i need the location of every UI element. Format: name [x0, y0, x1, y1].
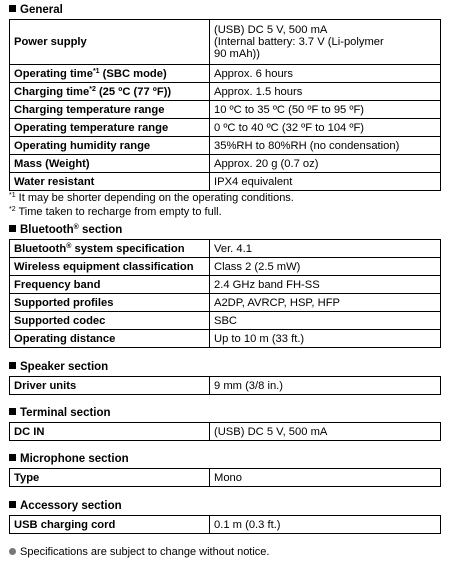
microphone-table: [9, 468, 441, 487]
spec-value: Mono: [210, 469, 441, 487]
accessory-heading: Accessory section: [9, 499, 122, 513]
section-square-icon: [9, 225, 16, 232]
spec-key: Charging temperature range: [10, 101, 210, 119]
spec-value: 2.4 GHz band FH-SS: [210, 276, 441, 294]
table-row: [10, 312, 441, 330]
section-square-icon: [9, 5, 16, 12]
section-square-icon: [9, 408, 16, 415]
spec-key: Type: [10, 469, 210, 487]
spec-key: Mass (Weight): [10, 155, 210, 173]
table-row: [10, 83, 441, 101]
spec-key: Power supply: [10, 20, 210, 65]
table-row: [10, 258, 441, 276]
table-row: [10, 155, 441, 173]
spec-key: Driver units: [10, 377, 210, 395]
table-row: [10, 173, 441, 191]
spec-value: Ver. 4.1: [210, 240, 441, 258]
spec-key: Supported codec: [10, 312, 210, 330]
section-square-icon: [9, 362, 16, 369]
spec-value: Approx. 1.5 hours: [210, 83, 441, 101]
spec-value: Approx. 6 hours: [210, 65, 441, 83]
spec-value: (USB) DC 5 V, 500 mA (Internal battery: 3.7 V (Li-polymer 90 mAh)): [210, 20, 441, 65]
general-table: [9, 19, 441, 191]
spec-key: Water resistant: [10, 173, 210, 191]
spec-value: A2DP, AVRCP, HSP, HFP: [210, 294, 441, 312]
table-row: [10, 119, 441, 137]
spec-value: 0 ºC to 40 ºC (32 ºF to 104 ºF): [210, 119, 441, 137]
table-row: [10, 294, 441, 312]
spec-key: Bluetooth® system specification: [10, 240, 210, 258]
section-square-icon: [9, 501, 16, 508]
table-row: [10, 330, 441, 348]
table-row: [10, 276, 441, 294]
footnote-1: $^{*1}$ It may be shorter depending on the operating conditions.: [9, 192, 294, 204]
spec-value: SBC: [210, 312, 441, 330]
microphone-heading: Microphone section: [9, 452, 129, 466]
spec-key: Operating humidity range: [10, 137, 210, 155]
bullet-icon: [9, 548, 16, 555]
table-row: [10, 240, 441, 258]
bluetooth-heading: Bluetooth® section: [9, 223, 122, 237]
table-row: [10, 469, 441, 487]
spec-key: DC IN: [10, 423, 210, 441]
spec-value: 9 mm (3/8 in.): [210, 377, 441, 395]
spec-key: Wireless equipment classification: [10, 258, 210, 276]
table-row: [10, 377, 441, 395]
terminal-table: [9, 422, 441, 441]
spec-value: Approx. 20 g (0.7 oz): [210, 155, 441, 173]
table-row: [10, 65, 441, 83]
disclaimer: Specifications are subject to change without notice.: [9, 546, 269, 559]
table-row: [10, 101, 441, 119]
spec-key: Operating time$^{*1}$ (SBC mode): [10, 65, 210, 83]
spec-value: (USB) DC 5 V, 500 mA: [210, 423, 441, 441]
table-row: [10, 423, 441, 441]
accessory-table: [9, 515, 441, 534]
terminal-heading: Terminal section: [9, 406, 111, 420]
spec-key: Operating distance: [10, 330, 210, 348]
spec-key: Supported profiles: [10, 294, 210, 312]
general-heading: General: [9, 3, 63, 17]
spec-key: Charging time$^{*2}$ (25 ºC (77 ºF)): [10, 83, 210, 101]
table-row: [10, 20, 441, 65]
spec-value: 10 ºC to 35 ºC (50 ºF to 95 ºF): [210, 101, 441, 119]
spec-value: Up to 10 m (33 ft.): [210, 330, 441, 348]
spec-value: 0.1 m (0.3 ft.): [210, 516, 441, 534]
spec-value: Class 2 (2.5 mW): [210, 258, 441, 276]
bluetooth-table: [9, 239, 441, 348]
section-square-icon: [9, 454, 16, 461]
speaker-table: [9, 376, 441, 395]
spec-key: Operating temperature range: [10, 119, 210, 137]
spec-key: Frequency band: [10, 276, 210, 294]
footnote-2: $^{*2}$ Time taken to recharge from empty to full.: [9, 206, 222, 218]
spec-value: IPX4 equivalent: [210, 173, 441, 191]
spec-value: 35%RH to 80%RH (no condensation): [210, 137, 441, 155]
speaker-heading: Speaker section: [9, 360, 108, 374]
table-row: [10, 137, 441, 155]
table-row: [10, 516, 441, 534]
spec-key: USB charging cord: [10, 516, 210, 534]
